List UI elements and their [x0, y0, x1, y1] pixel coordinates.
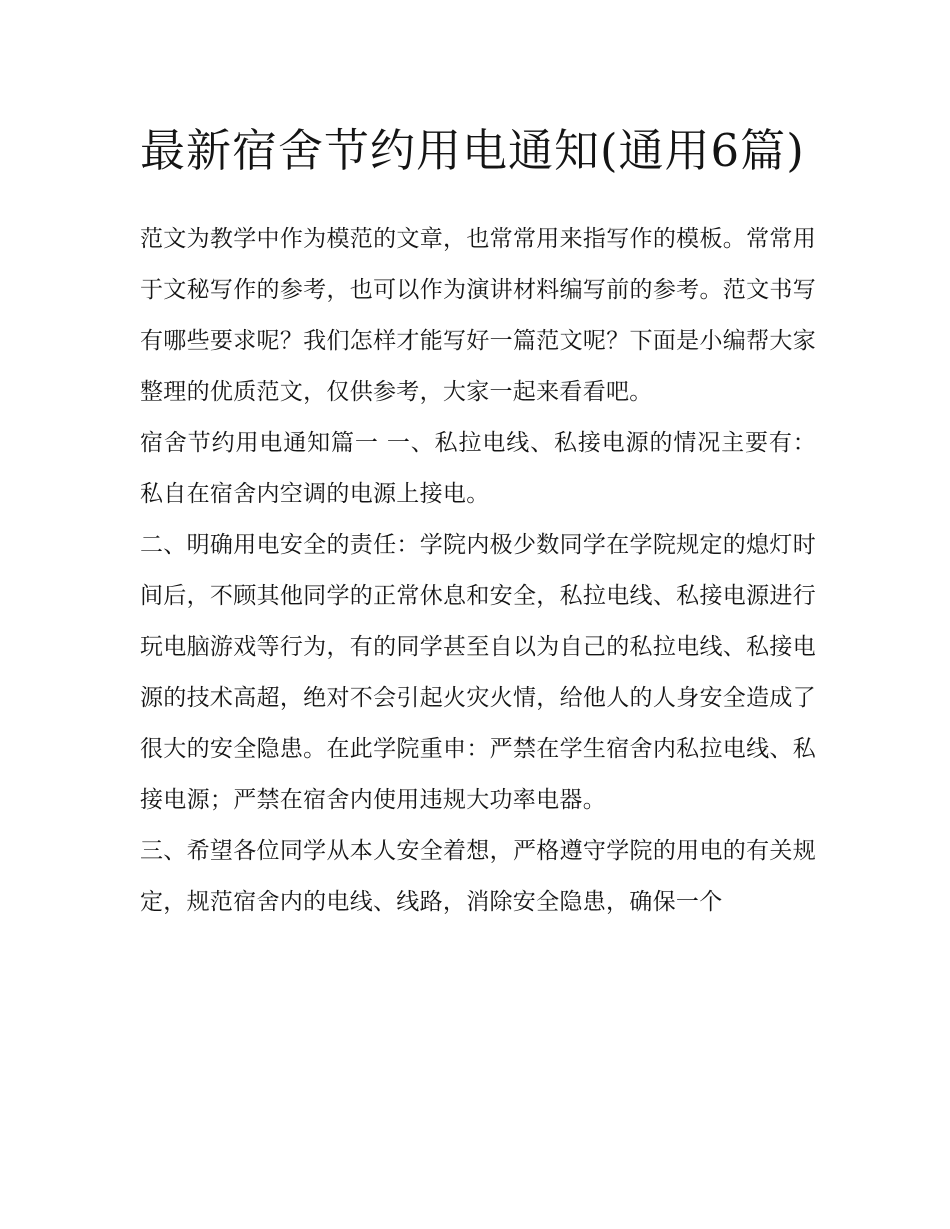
paragraph-section-2: 二、明确用电安全的责任：学院内极少数同学在学院规定的熄灯时间后，不顾其他同学的正常休息和安全，私拉电线、私接电源进行玩电脑游戏等行为，有的同学甚至自以为自己的私拉电线、私接电源的技术高超，绝对不会引起火灾火情，给他人的人身安全造成了很大的安全隐患。在此学院重申：严禁在学生宿舍内私拉电线、私接电源；严禁在宿舍内使用违规大功率电器。	[140, 532, 816, 813]
document-title: 最新宿舍节约用电通知(通用6篇)	[140, 124, 805, 177]
paragraph-section-1: 宿舍节约用电通知篇一 一、私拉电线、私接电源的情况主要有：私自在宿舍内空调的电源上接电。	[140, 430, 816, 507]
paragraph-section-3: 三、希望各位同学从本人安全着想，严格遵守学院的用电的有关规定，规范宿舍内的电线、线路，消除安全隐患，确保一个	[140, 838, 816, 915]
paragraph-intro: 范文为教学中作为模范的文章，也常常用来指写作的模板。常常用于文秘写作的参考，也可以作为演讲材料编写前的参考。范文书写有哪些要求呢？我们怎样才能写好一篇范文呢？下面是小编帮大家整理的优质范文，仅供参考，大家一起来看看吧。	[140, 226, 816, 405]
document-page	[140, 112, 816, 928]
